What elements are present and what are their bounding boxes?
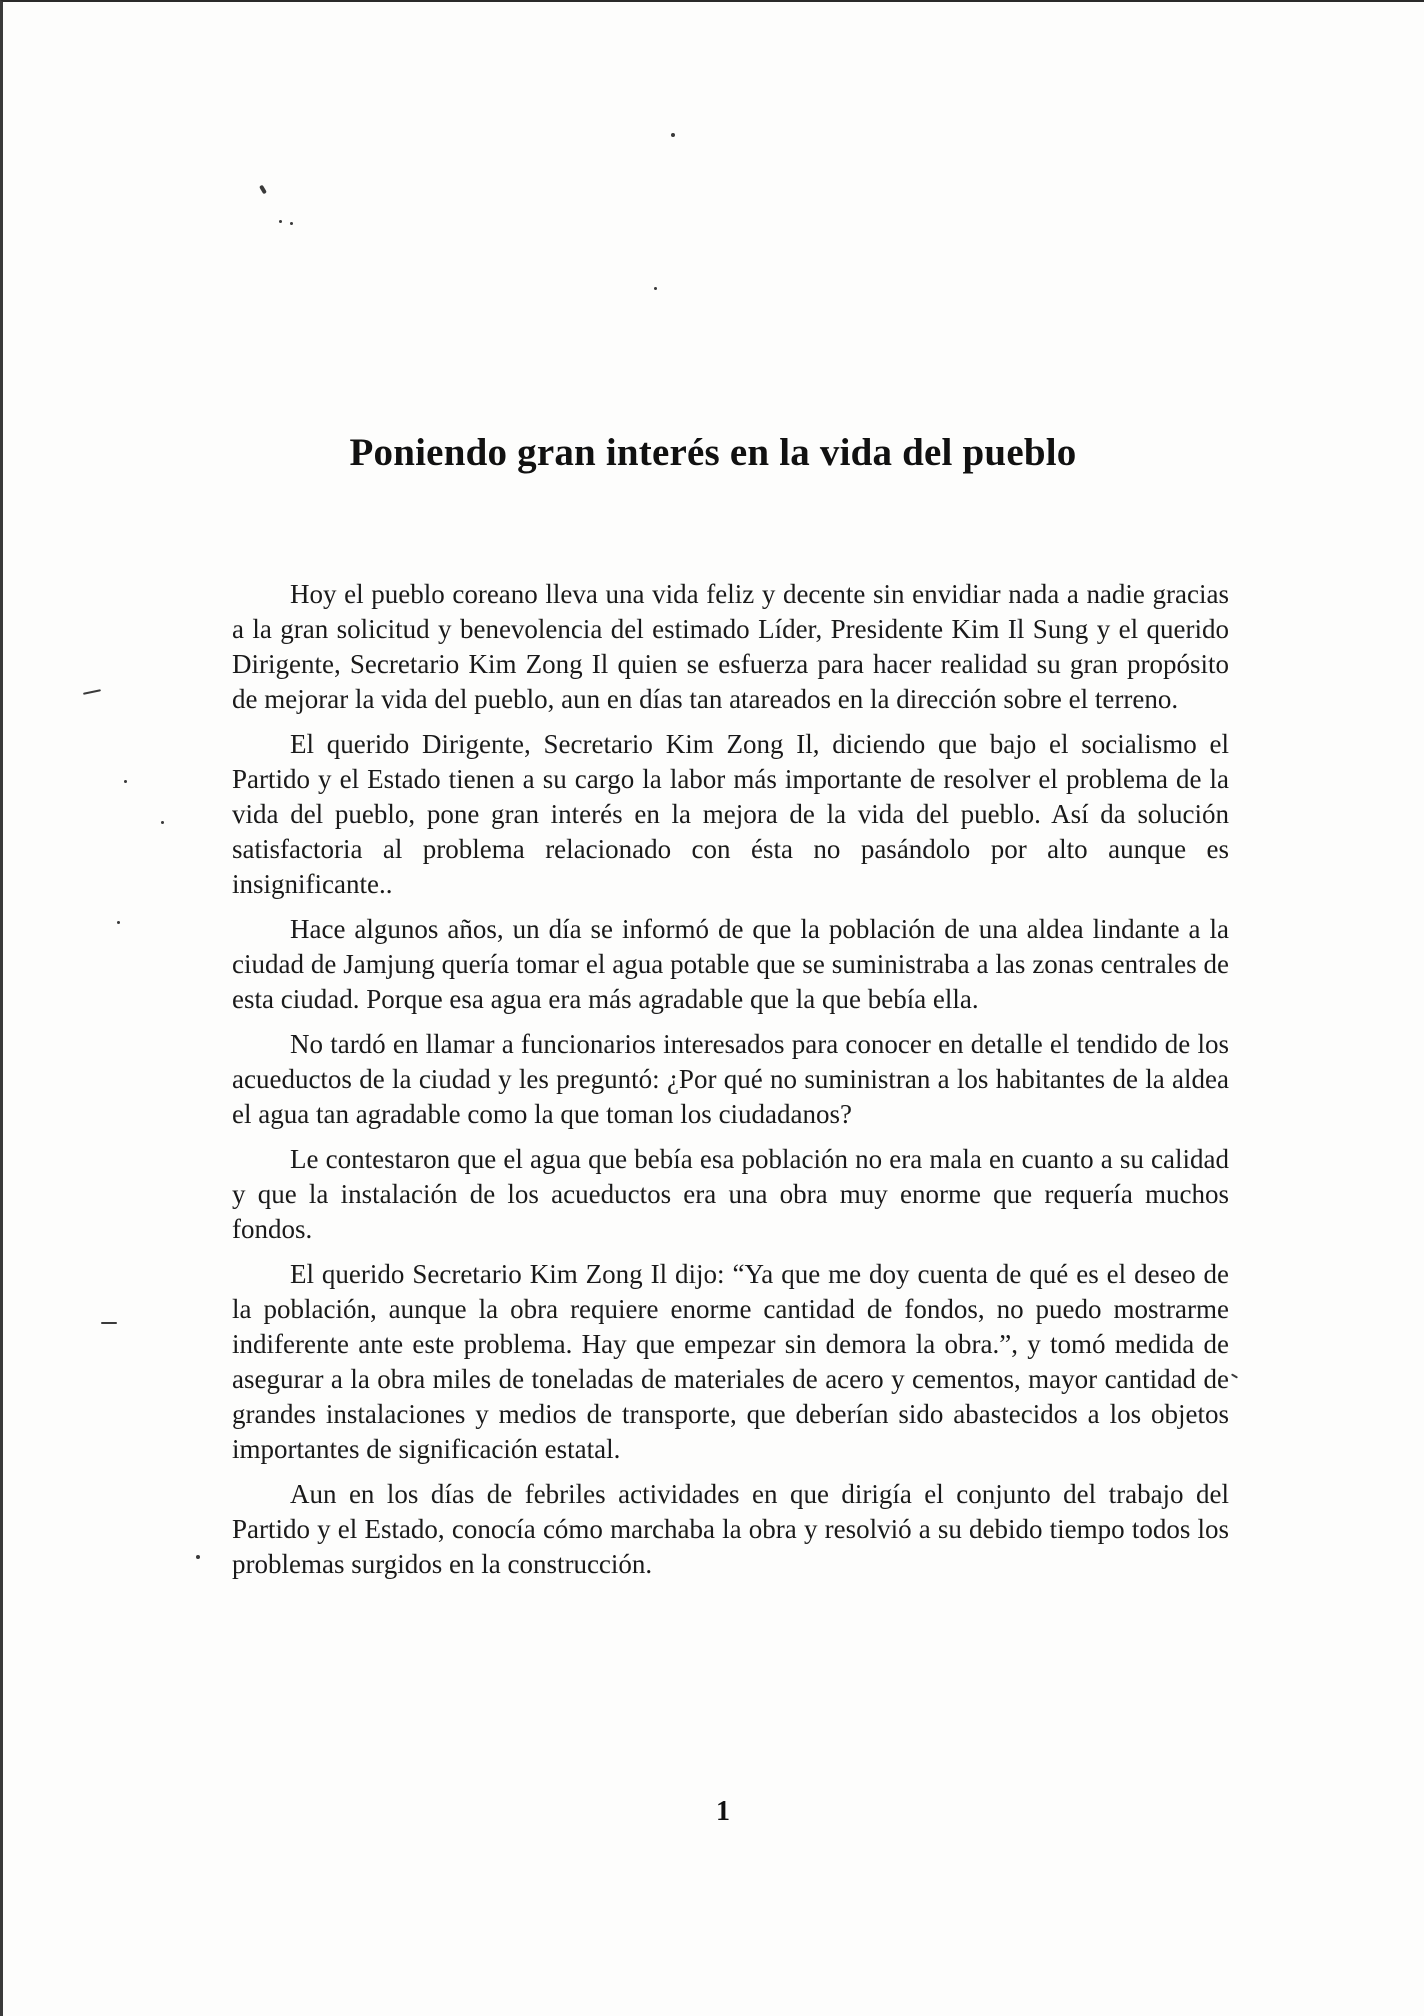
scan-speck	[279, 220, 282, 223]
scan-speck	[83, 689, 101, 695]
article-body	[232, 577, 1229, 1592]
scan-speck	[101, 1322, 117, 1324]
scan-speck	[161, 821, 164, 824]
paragraph: Le contestaron que el agua que bebía esa población no era mala en cuanto a su calidad y que la instalación de los acueductos era una obra muy enorme que requería muchos fondos.	[232, 1144, 1229, 1244]
scan-speck	[259, 185, 267, 195]
paragraph: Hoy el pueblo coreano lleva una vida feliz y decente sin envidiar nada a nadie gracias a la gran solicitud y benevolencia del estimado Líder, Presidente Kim Il Sung y el querido Dirigente, Secretario Kim Zong Il quien se esfuerza para hacer realidad su gran propósito de mejorar la vida del pueblo, aun en días tan atareados en la dirección sobre el terreno.	[232, 579, 1229, 714]
paragraph: No tardó en llamar a funcionarios interesados para conocer en detalle el tendido de los acueductos de la ciudad y les preguntó: ¿Por qué no suministran a los habitantes de la aldea el agua tan agradable como la que toman los ciudadanos?	[232, 1029, 1229, 1129]
scan-speck	[124, 780, 127, 783]
paragraph: Hace algunos años, un día se informó de que la población de una aldea lindante a la ciudad de Jamjung quería tomar el agua potable que se suministraba a las zonas centrales de esta ciudad. Porque esa agua era más agradable que la que bebía ella.	[232, 914, 1229, 1014]
scan-speck	[290, 222, 293, 225]
page-title: Poniendo gran interés en la vida del pueblo	[349, 431, 1077, 474]
scan-speck	[1231, 1373, 1238, 1378]
page-number: 1	[716, 1796, 730, 1827]
paragraph: El querido Dirigente, Secretario Kim Zong Il, diciendo que bajo el socialismo el Partido y el Estado tienen a su cargo la labor más importante de resolver el problema de la vida del pueblo, pone gran interés en la mejora de la vida del pueblo. Así da solución satisfactoria al problema relacionado con ésta no pasándolo por alto aunque es insignificante..	[232, 729, 1229, 899]
paragraph: El querido Secretario Kim Zong Il dijo: “Ya que me doy cuenta de qué es el deseo de la población, aunque la obra requiere enorme cantidad de fondos, no puedo mostrarme indiferente ante este problema. Hay que empezar sin demora la obra.”, y tomó medida de asegurar a la obra miles de toneladas de materiales de acero y cementos, mayor cantidad de grandes instalaciones y medios de transporte, que deberían sido abastecidos a los objetos importantes de significación estatal.	[232, 1259, 1229, 1464]
scan-speck	[117, 921, 120, 924]
scan-speck	[196, 1555, 200, 1559]
scan-speck	[654, 287, 657, 290]
scan-speck	[671, 133, 675, 137]
paragraph: Aun en los días de febriles actividades en que dirigía el conjunto del trabajo del Partido y el Estado, conocía cómo marchaba la obra y resolvió a su debido tiempo todos los problemas surgidos en la construcción.	[232, 1479, 1229, 1579]
